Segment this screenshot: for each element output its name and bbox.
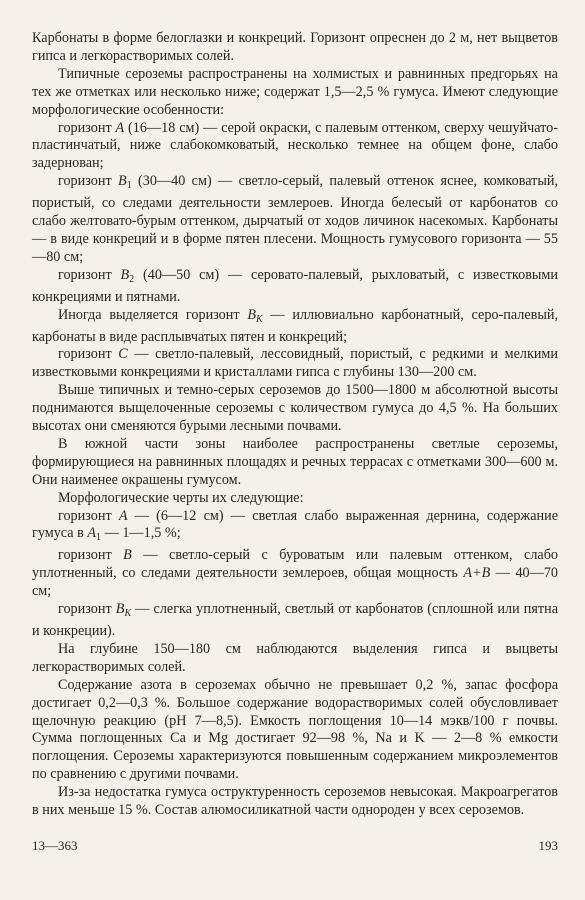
printer-signature: 13—363 xyxy=(32,838,78,853)
text-run: A xyxy=(115,119,125,136)
text-run: B xyxy=(123,547,132,564)
paragraph xyxy=(32,677,558,784)
paragraph xyxy=(32,547,558,601)
paragraph xyxy=(32,173,558,267)
page-text xyxy=(32,30,558,820)
text-run: B xyxy=(247,306,256,323)
text-run: — светло-серый с буроватым или палевым оттенком, слабо уплотненный, со следами деятельности землероев, общая мощность xyxy=(32,547,559,582)
text-run: Морфологические черты их следующие: xyxy=(58,489,304,506)
paragraph xyxy=(32,120,558,174)
paragraph xyxy=(32,601,558,641)
text-run: (40—50 см) — серовато-палевый, рыхловатый, с известковыми конкрециями и пятнами. xyxy=(32,266,559,305)
paragraph xyxy=(32,30,558,66)
text-run: C xyxy=(118,346,128,363)
paragraph xyxy=(32,641,558,677)
text-run: — светло-палевый, лессовидный, пористый, с редкими и мелкими известковыми конкрециями и кристаллами гипса с глубины 130—200 см. xyxy=(32,346,558,381)
text-run: — 40—70 см; xyxy=(32,565,559,600)
text-run: Типичные сероземы распространены на холмистых и равнинных предгорьях на тех же отметках или несколько ниже; содержат 1,5—2,5 % гумуса. Имеют следующие морфологические особенности: xyxy=(32,65,558,118)
paragraph xyxy=(32,382,558,436)
paragraph xyxy=(32,66,558,120)
text-run: B xyxy=(120,266,130,283)
text-run: B xyxy=(118,173,127,190)
text-run: горизонт xyxy=(58,507,119,524)
text-run: Выше типичных и темно-серых сероземов до 1500—1800 м абсолютной высоты поднимаются выщелоченные сероземы с количеством гумуса до 4,5 %. На больших высотах они сменяются бурыми лесными почвами. xyxy=(32,382,558,435)
text-run: горизонт xyxy=(58,266,121,283)
text-run: горизонт xyxy=(58,346,119,363)
paragraph xyxy=(32,436,558,490)
text-run: горизонт xyxy=(58,547,124,564)
text-run: — 1—1,5 %; xyxy=(101,525,181,542)
text-run: Карбонаты в форме белоглазки и конкреций. Горизонт опреснен до 2 м, нет выцветов гипса и легкорастворимых солей. xyxy=(32,30,558,64)
paragraph xyxy=(32,784,558,820)
text-run: — иллювиально карбонатный, серо-палевый, карбонаты в виде расплывчатых пятен и конкреций; xyxy=(32,306,558,345)
text-run: B xyxy=(115,601,125,618)
text-run: A xyxy=(87,525,97,542)
text-run: горизонт xyxy=(58,119,116,136)
subscript: 1 xyxy=(126,180,132,192)
text-run: (30—40 см) — светло-серый, палевый оттенок яснее, комковатый, пористый, со следами деятельности землероев. Иногда белесый от карбонатов со слабо желтовато-бурым оттенком, дырчатый от ходов личинок насекомых. Карбонаты — в виде конкреций и в форме пятен плесени. Мощность гумусового горизонта — 55—80 см; xyxy=(32,173,559,265)
text-run: горизонт xyxy=(58,173,119,190)
text-run: горизонт xyxy=(58,601,116,618)
page-footer xyxy=(32,838,558,854)
text-run: Содержание азота в сероземах обычно не превышает 0,2 %, запас фосфора достигает 0,2—0,3 %. Большое содержание водорастворимых солей обусловливает щелочную реакцию (pH 7—8,5). Емкость поглощения 10—14 мэкв/100 г почвы. Сумма поглощенных Ca и Mg достигает 92—98 %, Na и K — 2—8 % емкости поглощения. Сероземы характеризуются повышенным содержанием микроэлементов по сравнению с другими почвами. xyxy=(32,676,558,783)
page-number: 193 xyxy=(538,838,558,853)
text-run: Иногда выделяется горизонт xyxy=(58,306,248,323)
subscript: K xyxy=(124,608,132,620)
text-run: (16—18 см) — серой окраски, с палевым оттенком, сверху чешуйчато-пластинчатый, ниже слабокомковатый, несколько темнее на общем фоне, слабо задернован; xyxy=(32,119,558,172)
text-run: Из-за недостатка гумуса оструктуренность сероземов невысокая. Макроагрегатов в них меньше 15 %. Состав алюмосиликатной части однороден у всех сероземов. xyxy=(32,784,558,819)
subscript: K xyxy=(256,313,263,325)
text-run: — (6—12 см) — светлая слабо выраженная дернина, содержание гумуса в xyxy=(32,507,558,542)
text-run: A+B xyxy=(463,565,491,582)
text-run: В южной части зоны наиболее распространены светлые сероземы, формирующиеся на равнинных площадях и речных террасах с отметками 300—600 м. Они наименее окрашены гумусом. xyxy=(32,435,558,488)
paragraph xyxy=(32,307,558,347)
paragraph xyxy=(32,508,558,548)
subscript: 2 xyxy=(129,273,135,285)
text-run: — слегка уплотненный, светлый от карбонатов (сплошной или пятна и конкреции). xyxy=(32,601,558,639)
paragraph xyxy=(32,267,558,307)
paragraph xyxy=(32,490,558,508)
text-run: A xyxy=(118,507,128,524)
text-run: На глубине 150—180 см наблюдаются выделения гипса и выцветы легкорастворимых солей. xyxy=(32,640,558,675)
subscript: 1 xyxy=(96,532,102,544)
paragraph xyxy=(32,346,558,382)
